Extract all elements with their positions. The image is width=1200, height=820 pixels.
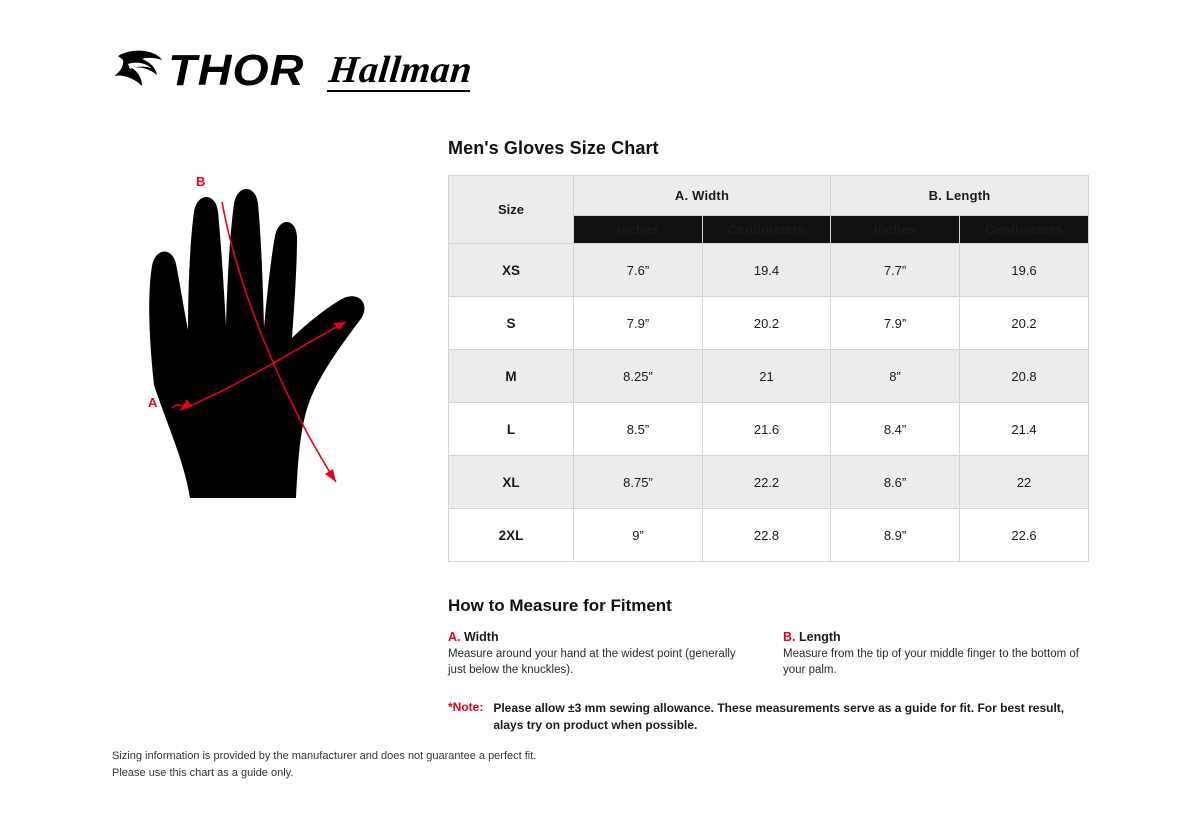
cell-width-centimeters: 22.8 bbox=[703, 509, 831, 562]
cell-length-centimeters: 22 bbox=[960, 456, 1089, 509]
column-header-length: B. Length bbox=[831, 176, 1089, 216]
cell-width-inches: 8.25” bbox=[574, 350, 703, 403]
cell-length-centimeters: 22.6 bbox=[960, 509, 1089, 562]
how-to-item-letter: A. bbox=[448, 630, 461, 644]
cell-size: XS bbox=[449, 244, 574, 297]
cell-width-inches: 7.6” bbox=[574, 244, 703, 297]
cell-length-inches: 8.4” bbox=[831, 403, 960, 456]
size-chart-content bbox=[448, 138, 1088, 735]
cell-length-inches: 8” bbox=[831, 350, 960, 403]
figure-label-a: A bbox=[148, 395, 158, 410]
table-body bbox=[449, 244, 1089, 562]
size-chart-table bbox=[448, 175, 1089, 562]
glove-measurement-figure bbox=[110, 160, 440, 560]
cell-length-inches: 7.7” bbox=[831, 244, 960, 297]
cell-length-inches: 7.9” bbox=[831, 297, 960, 350]
column-header-size: Size bbox=[449, 176, 574, 244]
table-row bbox=[449, 297, 1089, 350]
note-label: *Note: bbox=[448, 700, 484, 715]
cell-size: S bbox=[449, 297, 574, 350]
column-header-length-inches: Inches bbox=[831, 216, 960, 244]
table-row bbox=[449, 456, 1089, 509]
cell-width-centimeters: 21.6 bbox=[703, 403, 831, 456]
cell-width-inches: 7.9” bbox=[574, 297, 703, 350]
table-row bbox=[449, 403, 1089, 456]
table-row bbox=[449, 509, 1089, 562]
footer-line-2: Please use this chart as a guide only. bbox=[112, 766, 294, 779]
how-to-measure-section bbox=[448, 596, 1088, 735]
how-to-item-width bbox=[448, 630, 753, 678]
how-to-measure-title: How to Measure for Fitment bbox=[448, 596, 672, 615]
column-header-width: A. Width bbox=[574, 176, 831, 216]
cell-length-centimeters: 20.8 bbox=[960, 350, 1089, 403]
column-header-length-centimeters: Centimeters bbox=[960, 216, 1089, 244]
figure-label-b: B bbox=[196, 174, 206, 189]
how-to-item-name: Length bbox=[798, 630, 841, 644]
how-to-item-length bbox=[783, 630, 1088, 678]
hallman-wordmark: Hallman bbox=[326, 48, 474, 91]
cell-width-centimeters: 21 bbox=[703, 350, 831, 403]
cell-width-inches: 9” bbox=[574, 509, 703, 562]
cell-width-centimeters: 20.2 bbox=[703, 297, 831, 350]
how-to-item-name: Width bbox=[463, 630, 499, 644]
note-row bbox=[448, 700, 1088, 735]
brand-header bbox=[112, 48, 472, 94]
cell-width-centimeters: 22.2 bbox=[703, 456, 831, 509]
table-head bbox=[449, 176, 1089, 244]
table-row bbox=[449, 244, 1089, 297]
how-to-item-heading bbox=[783, 630, 1088, 644]
hand-silhouette-icon bbox=[110, 160, 440, 560]
cell-size: 2XL bbox=[449, 509, 574, 562]
thor-helmet-icon bbox=[112, 48, 166, 94]
thor-logo bbox=[112, 46, 305, 95]
how-to-item-description: Measure around your hand at the widest point (generally just below the knuckles). bbox=[448, 648, 736, 676]
cell-width-inches: 8.75” bbox=[574, 456, 703, 509]
column-header-width-inches: Inches bbox=[574, 216, 703, 244]
column-header-width-centimeters: Centimeters bbox=[703, 216, 831, 244]
note-text: Please allow ±3 mm sewing allowance. These measurements serve as a guide for fit. For best result, alays try on product when possible. bbox=[493, 701, 1065, 733]
cell-size: M bbox=[449, 350, 574, 403]
how-to-item-heading bbox=[448, 630, 753, 644]
table-row bbox=[449, 350, 1089, 403]
footer-disclaimer bbox=[112, 748, 536, 781]
cell-length-centimeters: 20.2 bbox=[960, 297, 1089, 350]
cell-size: L bbox=[449, 403, 574, 456]
table-header-row-groups bbox=[449, 176, 1089, 216]
footer-line-1: Sizing information is provided by the manufacturer and does not guarantee a perfect fit. bbox=[112, 750, 537, 762]
thor-wordmark: THOR bbox=[168, 46, 305, 95]
cell-width-inches: 8.5” bbox=[574, 403, 703, 456]
how-to-item-description: Measure from the tip of your middle finger to the bottom of your palm. bbox=[783, 648, 1079, 676]
page-title: Men's Gloves Size Chart bbox=[448, 138, 659, 158]
how-to-measure-columns bbox=[448, 630, 1088, 678]
cell-length-centimeters: 19.6 bbox=[960, 244, 1089, 297]
cell-width-centimeters: 19.4 bbox=[703, 244, 831, 297]
cell-length-centimeters: 21.4 bbox=[960, 403, 1089, 456]
cell-size: XL bbox=[449, 456, 574, 509]
cell-length-inches: 8.6” bbox=[831, 456, 960, 509]
how-to-item-letter: B. bbox=[783, 630, 796, 644]
cell-length-inches: 8.9” bbox=[831, 509, 960, 562]
